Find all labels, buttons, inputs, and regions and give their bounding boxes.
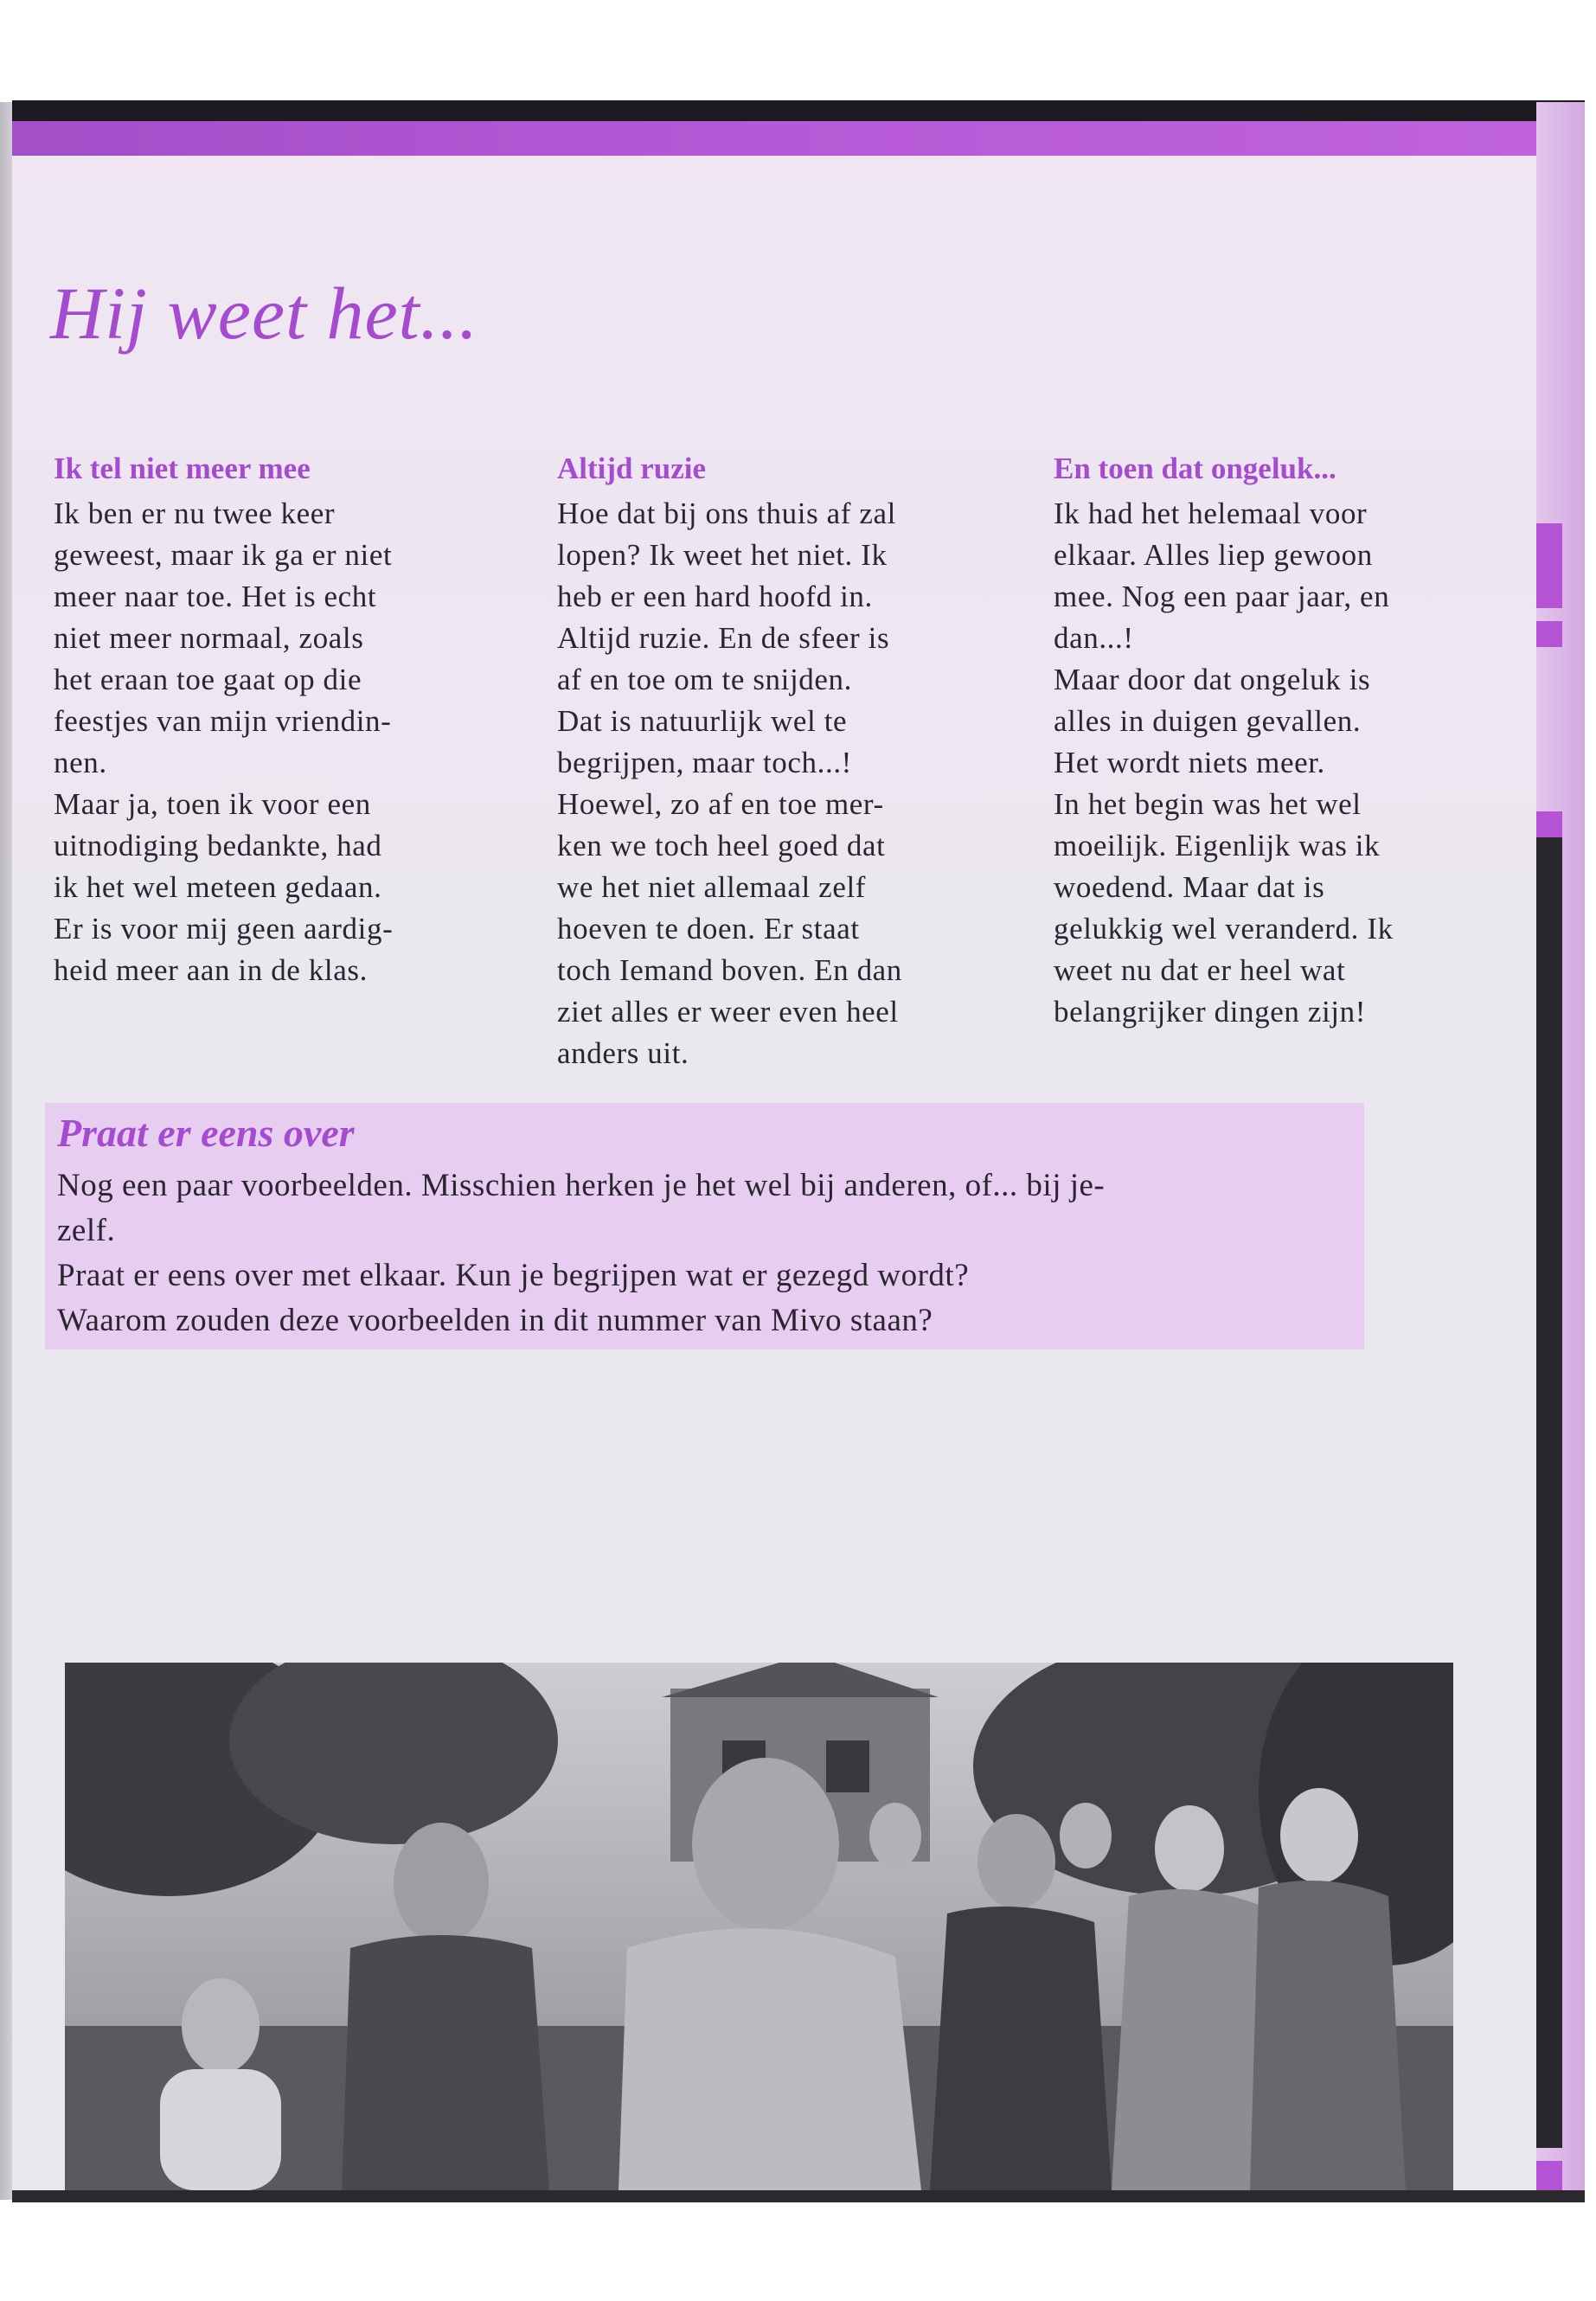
text-line: niet meer normaal, zoals: [54, 621, 364, 655]
discussion-title: Praat er eens over: [57, 1111, 355, 1155]
text-line: Maar ja, toen ik voor een: [54, 787, 371, 821]
text-line: het eraan toe gaat op die: [54, 663, 362, 696]
text-line: Maar door dat ongeluk is: [1054, 663, 1371, 696]
column-en-toen-dat-ongeluk: [1054, 450, 1538, 1033]
column-heading: En toen dat ongeluk...: [1054, 452, 1336, 485]
text-line: Dat is natuurlijk wel te: [557, 704, 848, 738]
text-line: Hoewel, zo af en toe mer-: [557, 787, 884, 821]
text-line: uitnodiging bedankte, had: [54, 829, 382, 862]
column-altijd-ruzie: [557, 450, 1042, 1074]
text-line: ken we toch heel goed dat: [557, 829, 886, 862]
text-line: elkaar. Alles liep gewoon: [1054, 538, 1373, 572]
text-line: nen.: [54, 746, 107, 779]
text-line: In het begin was het wel: [1054, 787, 1362, 821]
text-line: lopen? Ik weet het niet. Ik: [557, 538, 888, 572]
top-edge: [12, 100, 1585, 123]
column-heading: Ik tel niet meer mee: [54, 452, 311, 485]
text-line: Praat er eens over met elkaar. Kun je begrijpen wat er gezegd wordt?: [57, 1258, 970, 1293]
text-line: mee. Nog een paar jaar, en: [1054, 580, 1390, 613]
text-line: dan...!: [1054, 621, 1134, 655]
text-line: moeilijk. Eigenlijk was ik: [1054, 829, 1381, 862]
column-heading: Altijd ruzie: [557, 452, 707, 485]
column-text: [1054, 493, 1538, 1033]
text-line: zelf.: [57, 1213, 116, 1248]
text-line: alles in duigen gevallen.: [1054, 704, 1362, 738]
text-line: heb er een hard hoofd in.: [557, 580, 873, 613]
text-line: anders uit.: [557, 1036, 689, 1070]
text-line: begrijpen, maar toch...!: [557, 746, 852, 779]
text-line: Het wordt niets meer.: [1054, 746, 1325, 779]
text-line: woedend. Maar dat is: [1054, 870, 1325, 904]
text-line: Hoe dat bij ons thuis af zal: [557, 497, 896, 530]
text-line: heid meer aan in de klas.: [54, 953, 368, 987]
text-line: Nog een paar voorbeelden. Misschien herken je het wel bij anderen, of... bij je-: [57, 1168, 1106, 1203]
text-line: feestjes van mijn vriendin-: [54, 704, 392, 738]
text-line: we het niet allemaal zelf: [557, 870, 867, 904]
text-line: hoeven te doen. Er staat: [557, 912, 860, 945]
text-line: ik het wel meteen gedaan.: [54, 870, 382, 904]
header-band: [12, 121, 1536, 156]
column-ik-tel-niet-meer-mee: [54, 450, 538, 991]
discussion-text: [57, 1163, 1105, 1343]
text-line: toch Iemand boven. En dan: [557, 953, 902, 987]
column-text: [54, 493, 538, 991]
page-title: Hij weet het...: [50, 272, 479, 355]
text-line: Er is voor mij geen aardig-: [54, 912, 394, 945]
text-line: Altijd ruzie. En de sfeer is: [557, 621, 890, 655]
text-line: Ik ben er nu twee keer: [54, 497, 336, 530]
text-line: gelukkig wel veranderd. Ik: [1054, 912, 1394, 945]
text-line: weet nu dat er heel wat: [1054, 953, 1346, 987]
bottom-edge: [12, 2190, 1585, 2202]
children-group-photo: [65, 1663, 1453, 2190]
text-line: geweest, maar ik ga er niet: [54, 538, 393, 572]
text-line: af en toe om te snijden.: [557, 663, 852, 696]
column-text: [557, 493, 1042, 1074]
text-line: belangrijker dingen zijn!: [1054, 995, 1366, 1029]
photo-illustration: [65, 1663, 1453, 2190]
text-line: Ik had het helemaal voor: [1054, 497, 1368, 530]
text-line: ziet alles er weer even heel: [557, 995, 899, 1029]
text-line: Waarom zouden deze voorbeelden in dit nummer van Mivo staan?: [57, 1303, 933, 1338]
right-page-edge: [1536, 102, 1585, 2200]
text-line: meer naar toe. Het is echt: [54, 580, 377, 613]
